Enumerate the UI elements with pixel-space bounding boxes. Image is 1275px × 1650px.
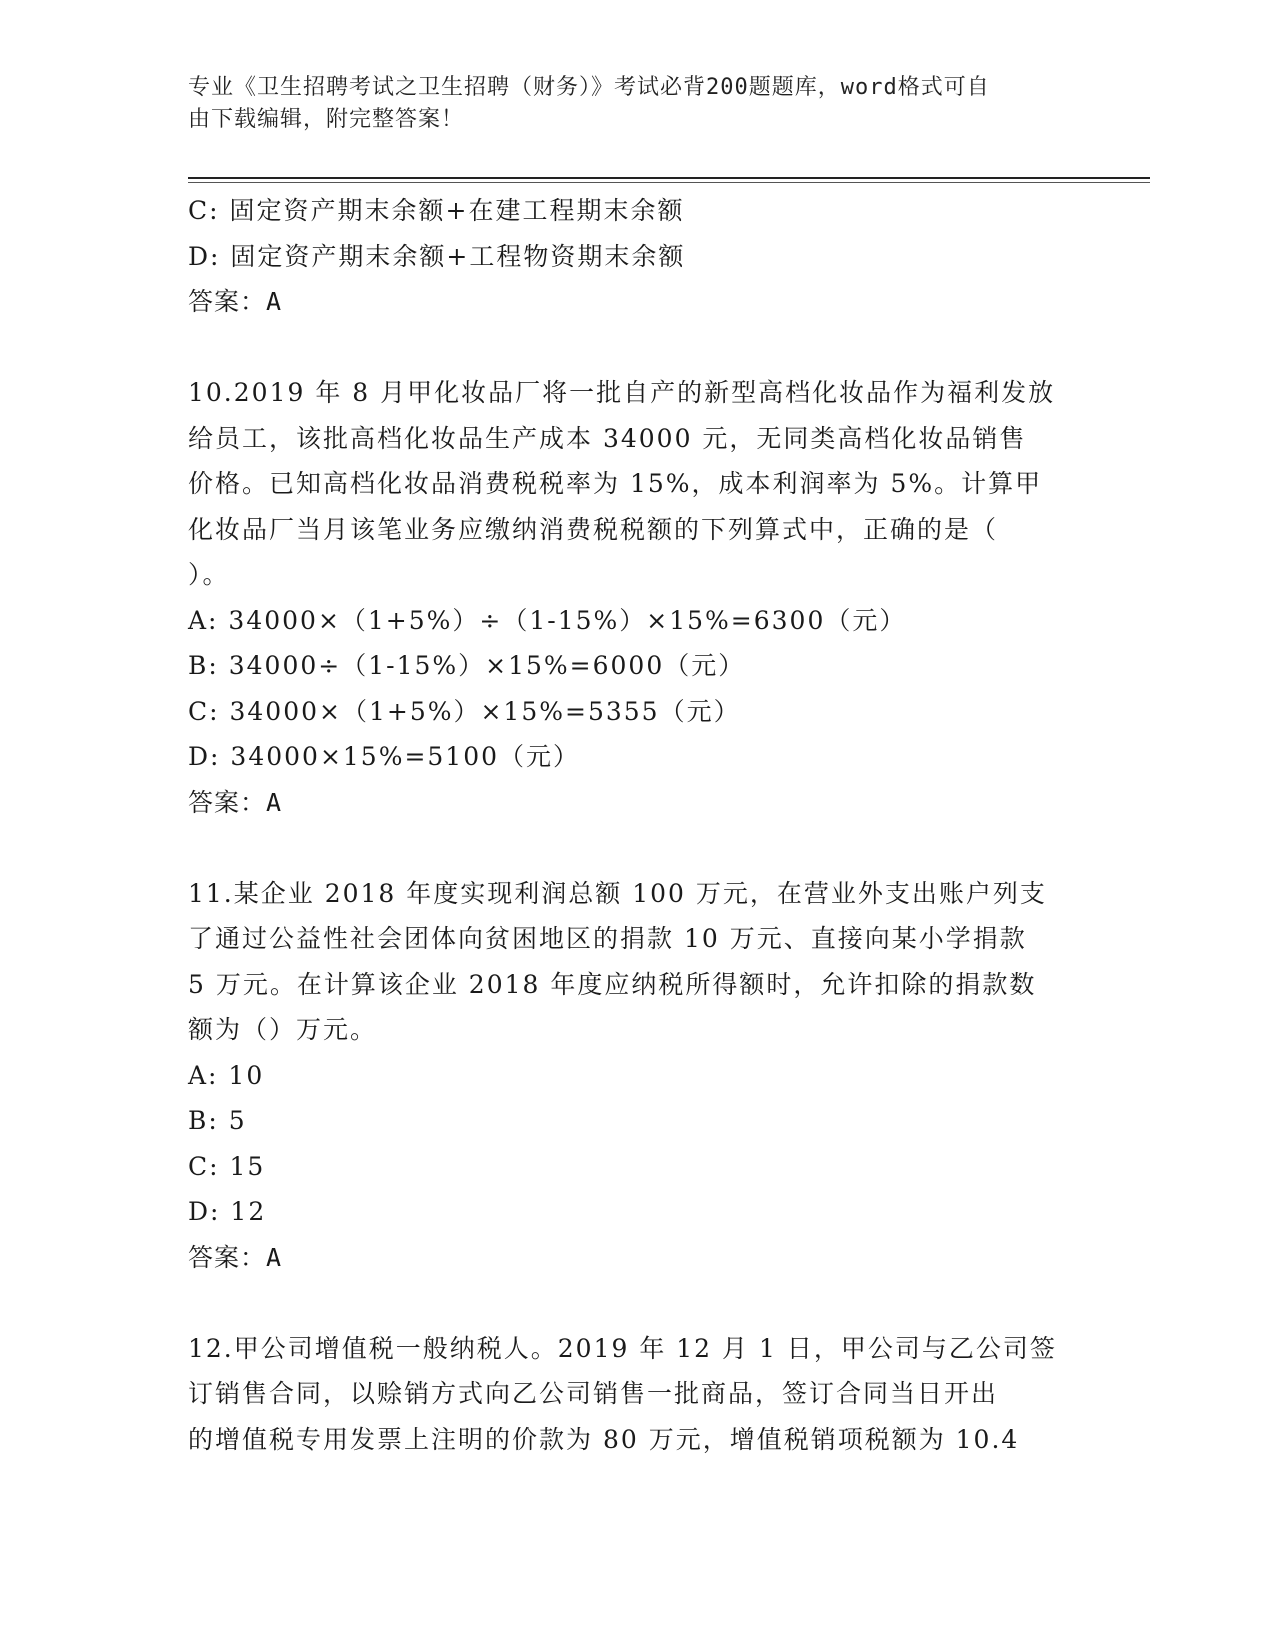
- option-b: B: 5: [188, 1106, 247, 1135]
- header-rule-thick: [188, 177, 1150, 179]
- option-b: B: 34000÷（1-15%）×15%=6000（元）: [188, 651, 746, 680]
- spacer: [188, 825, 1088, 871]
- spacer: [188, 325, 1088, 371]
- question-stem-line: 给员工，该批高档化妆品生产成本 34000 元，无同类高档化妆品销售: [188, 423, 1027, 453]
- document-body: [188, 188, 1088, 1462]
- question-stem-line: 11.某企业 2018 年度实现利润总额 100 万元，在营业外支出账户列支: [188, 878, 1047, 908]
- answer: 答案：A: [188, 787, 283, 817]
- option-c: C: 固定资产期末余额+在建工程期末余额: [188, 196, 685, 225]
- option-c: C: 34000×（1+5%）×15%=5355（元）: [188, 696, 741, 726]
- question-stem-line: 订销售合同，以赊销方式向乙公司销售一批商品，签订合同当日开出: [188, 1379, 999, 1408]
- option-d: D: 34000×15%=5100（元）: [188, 742, 581, 771]
- option-a: A: 34000×（1+5%）÷（1-15%）×15%=6300（元）: [188, 605, 907, 635]
- answer: 答案：A: [188, 1242, 283, 1272]
- question-stem-line: 的增值税专用发票上注明的价款为 80 万元，增值税销项税额为 10.4: [188, 1424, 1020, 1454]
- header-line-1: 专业《卫生招聘考试之卫生招聘（财务）》考试必背200题题库，word格式可自: [188, 75, 990, 100]
- question-12: [188, 1326, 1088, 1463]
- page-header: [188, 72, 1068, 136]
- question-stem-line: 价格。已知高档化妆品消费税税率为 15%，成本利润率为 5%。计算甲: [188, 469, 1043, 498]
- option-d: D: 12: [188, 1197, 267, 1226]
- option-d: D: 固定资产期末余额+工程物资期末余额: [188, 241, 686, 271]
- option-a: A: 10: [188, 1060, 265, 1090]
- question-stem-line: 5 万元。在计算该企业 2018 年度应纳税所得额时，允许扣除的捐款数: [188, 969, 1037, 999]
- spacer: [188, 1280, 1088, 1326]
- question-stem-line: 12.甲公司增值税一般纳税人。2019 年 12 月 1 日，甲公司与乙公司签: [188, 1333, 1057, 1363]
- question-10: [188, 370, 1088, 825]
- header-line-2: 由下载编辑，附完整答案！: [188, 107, 465, 132]
- question-9: [188, 188, 1088, 325]
- question-stem-line: 化妆品厂当月该笔业务应缴纳消费税税额的下列算式中，正确的是（: [188, 514, 999, 544]
- question-stem-line: ）。: [188, 560, 230, 589]
- option-c: C: 15: [188, 1151, 266, 1181]
- question-stem-line: 10.2019 年 8 月甲化妆品厂将一批自产的新型高档化妆品作为福利发放: [188, 378, 1056, 407]
- question-stem-line: 额为（）万元。: [188, 1015, 378, 1044]
- question-stem-line: 了通过公益性社会团体向贫困地区的捐款 10 万元、直接向某小学捐款: [188, 924, 1027, 953]
- answer: 答案：A: [188, 287, 283, 316]
- header-rule-thin: [188, 182, 1150, 183]
- question-11: [188, 871, 1088, 1281]
